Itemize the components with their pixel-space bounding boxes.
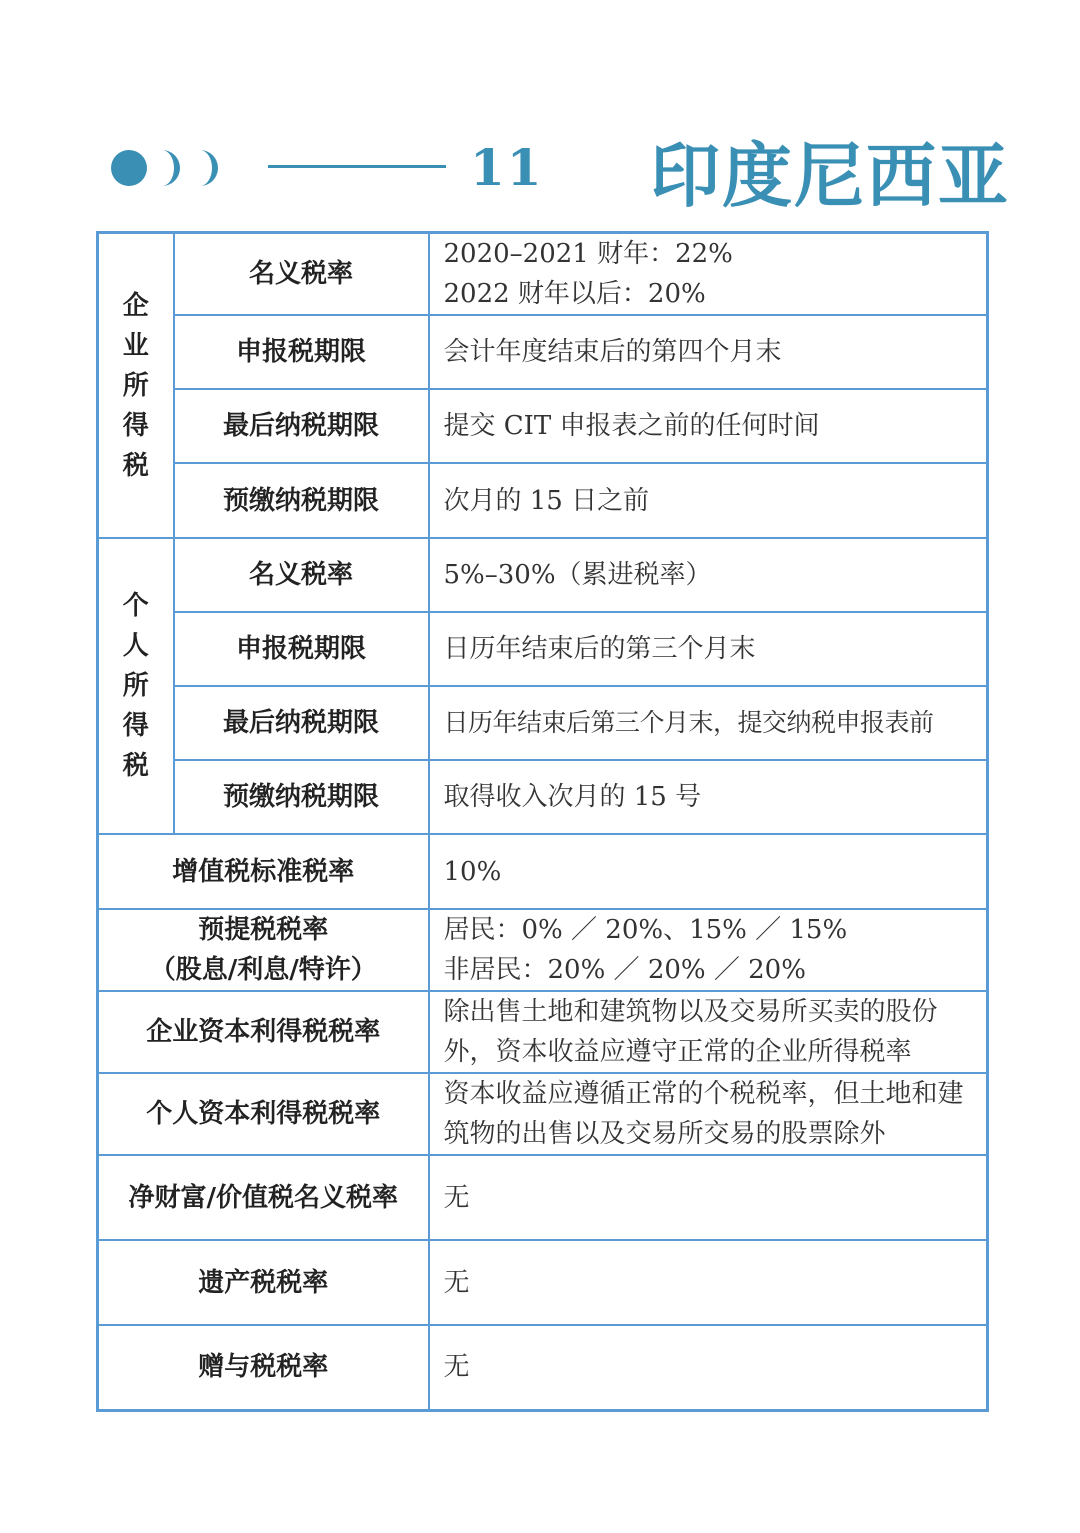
value-line: 除出售土地和建筑物以及交易所买卖的股份 bbox=[443, 997, 938, 1027]
label-line: 增值税标准税率 bbox=[172, 856, 355, 887]
table-row bbox=[98, 389, 988, 463]
value-line: 居民：0% ／ 20%、15% ／ 15% bbox=[443, 915, 848, 945]
value-line: 提交 CIT 申报表之前的任何时间 bbox=[443, 411, 820, 441]
page-header bbox=[0, 0, 1080, 230]
value-line: 日历年结束后第三个月末，提交纳税申报表前 bbox=[443, 708, 934, 737]
tax-table bbox=[96, 231, 989, 1412]
value-line: 非居民：20% ／ 20% ／ 20% bbox=[443, 955, 806, 985]
value-line: 日历年结束后的第三个月末 bbox=[443, 634, 756, 664]
row-value bbox=[429, 834, 988, 909]
row-label: 申报税期限 bbox=[174, 612, 429, 686]
header-divider bbox=[268, 165, 446, 168]
label-line: 净财富/价值税名义税率 bbox=[128, 1182, 398, 1213]
row-label bbox=[98, 1155, 429, 1240]
row-value bbox=[429, 538, 988, 612]
value-line: 筑物的出售以及交易所交易的股票除外 bbox=[443, 1119, 886, 1149]
table-row bbox=[98, 463, 988, 538]
row-value bbox=[429, 1155, 988, 1240]
row-value bbox=[429, 991, 988, 1073]
row-label: 预缴纳税期限 bbox=[174, 760, 429, 834]
decorative-dots-icon bbox=[110, 149, 230, 187]
label-line: 遗产税税率 bbox=[198, 1267, 329, 1298]
row-label: 申报税期限 bbox=[174, 315, 429, 389]
row-label: 最后纳税期限 bbox=[174, 389, 429, 463]
row-label bbox=[98, 1073, 429, 1155]
table-row bbox=[98, 1155, 988, 1240]
label-line: 预提税税率 bbox=[198, 915, 329, 945]
value-line: 5%–30%（累进税率） bbox=[443, 560, 712, 590]
table-row bbox=[98, 1240, 988, 1325]
row-label bbox=[98, 1240, 429, 1325]
country-title: 印度尼西亚 bbox=[650, 134, 1010, 217]
row-label bbox=[98, 909, 429, 991]
table-row bbox=[98, 612, 988, 686]
value-line: 无 bbox=[443, 1267, 470, 1298]
row-value bbox=[429, 315, 988, 389]
row-value bbox=[429, 463, 988, 538]
row-value bbox=[429, 686, 988, 760]
label-line: 赠与税税率 bbox=[198, 1352, 329, 1383]
row-value bbox=[429, 1073, 988, 1155]
table-row bbox=[98, 991, 988, 1073]
table-row bbox=[98, 1073, 988, 1155]
row-value bbox=[429, 1325, 988, 1410]
group-pit bbox=[98, 538, 174, 834]
value-line: 无 bbox=[443, 1352, 470, 1383]
value-line: 资本收益应遵循正常的个税税率，但土地和建 bbox=[443, 1079, 964, 1109]
value-line: 10% bbox=[443, 856, 502, 887]
row-label bbox=[98, 991, 429, 1073]
table-row bbox=[98, 834, 988, 909]
label-line: （股息/利息/特许） bbox=[149, 955, 377, 985]
row-value bbox=[429, 612, 988, 686]
table-row bbox=[98, 686, 988, 760]
row-value bbox=[429, 233, 988, 316]
page-number: 11 bbox=[470, 138, 544, 197]
row-label bbox=[98, 834, 429, 909]
value-line: 无 bbox=[443, 1182, 470, 1213]
value-line: 2020–2021 财年：22% bbox=[443, 239, 733, 269]
table-row bbox=[98, 909, 988, 991]
group-pit-label: 个人所得税 bbox=[122, 591, 149, 781]
row-value bbox=[429, 760, 988, 834]
group-cit bbox=[98, 233, 174, 539]
table-row bbox=[98, 1325, 988, 1410]
row-label bbox=[98, 1325, 429, 1410]
label-line: 企业资本利得税税率 bbox=[146, 1017, 381, 1047]
row-label: 最后纳税期限 bbox=[174, 686, 429, 760]
table-row bbox=[98, 538, 988, 612]
value-line: 次月的 15 日之前 bbox=[443, 485, 650, 516]
row-label: 名义税率 bbox=[174, 233, 429, 316]
value-line: 取得收入次月的 15 号 bbox=[443, 782, 702, 812]
value-line: 2022 财年以后：20% bbox=[443, 279, 706, 309]
row-label: 名义税率 bbox=[174, 538, 429, 612]
label-line: 个人资本利得税税率 bbox=[146, 1099, 381, 1129]
value-line: 会计年度结束后的第四个月末 bbox=[443, 337, 782, 367]
table-row bbox=[98, 315, 988, 389]
row-value bbox=[429, 909, 988, 991]
row-value bbox=[429, 1240, 988, 1325]
table-row bbox=[98, 760, 988, 834]
group-cit-label: 企业所得税 bbox=[122, 290, 149, 481]
value-line: 外，资本收益应遵守正常的企业所得税率 bbox=[443, 1037, 912, 1067]
row-value bbox=[429, 389, 988, 463]
table-row bbox=[98, 233, 988, 316]
row-label: 预缴纳税期限 bbox=[174, 463, 429, 538]
